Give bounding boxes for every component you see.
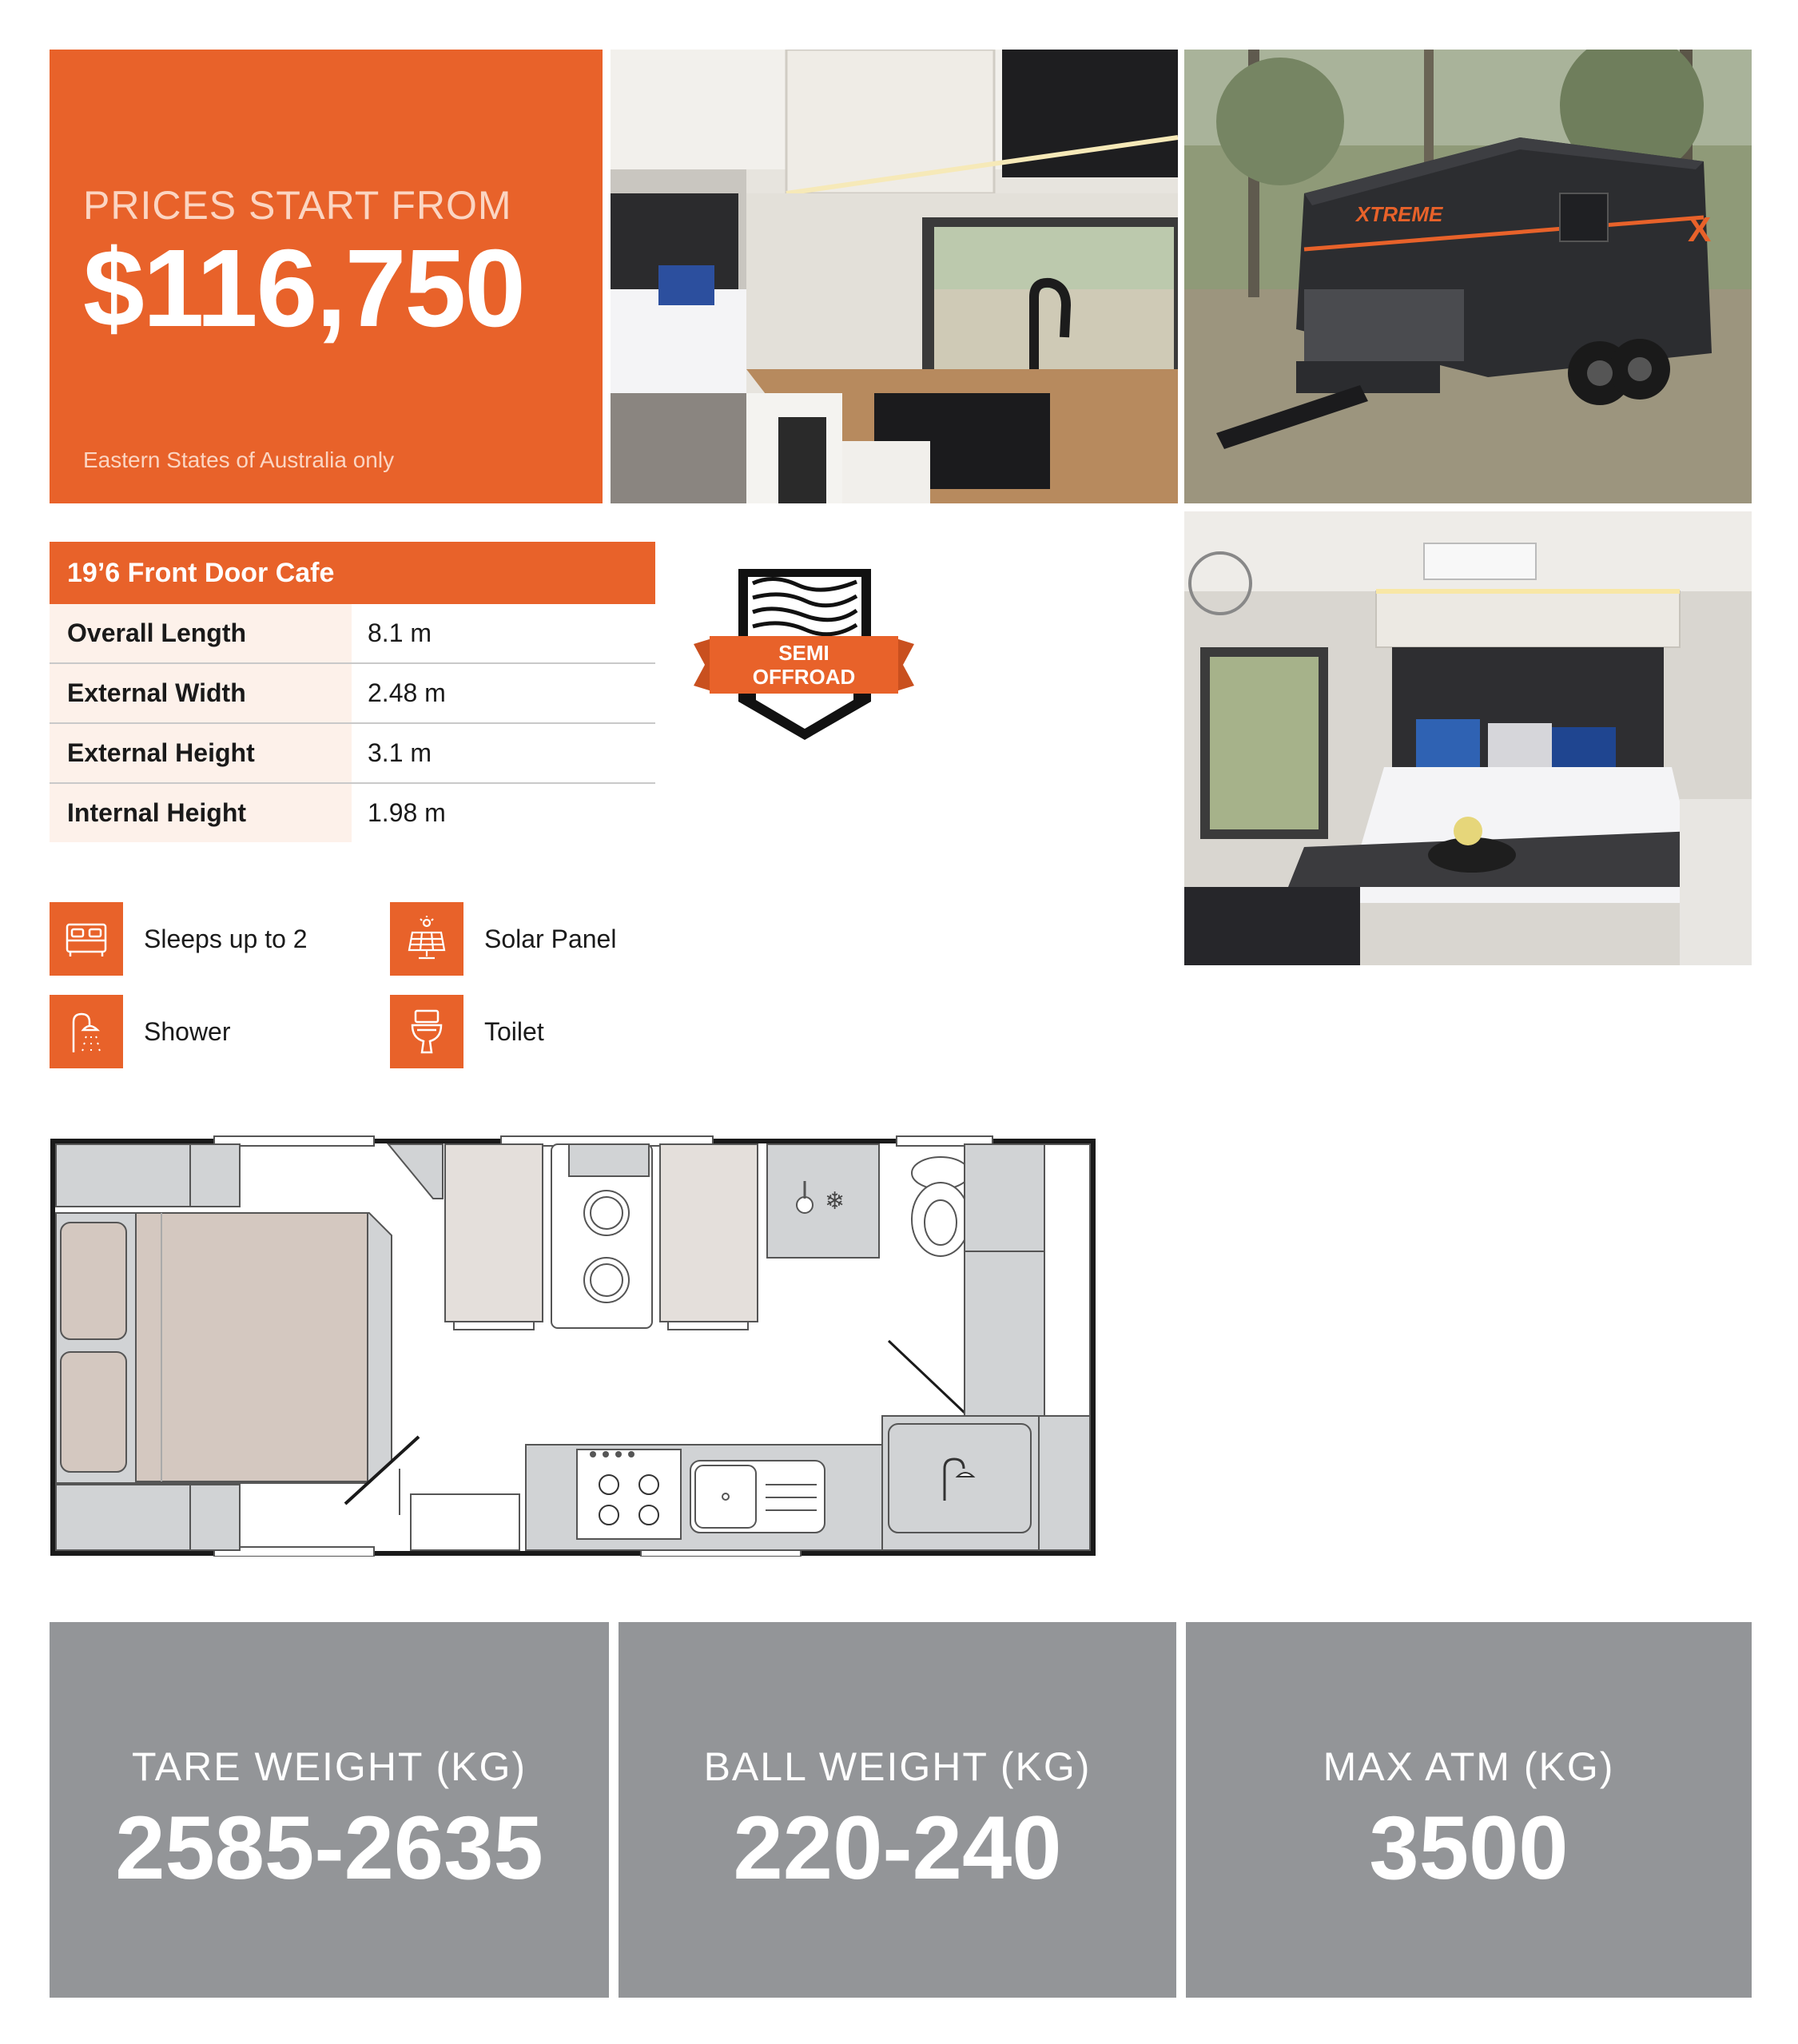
- spec-value: 3.1 m: [368, 738, 432, 767]
- bed-icon: [50, 902, 123, 976]
- weight-label: TARE WEIGHT (KG): [131, 1744, 527, 1789]
- price-note: Eastern States of Australia only: [83, 447, 395, 472]
- solar-panel-icon: [390, 902, 463, 976]
- exterior-photo: [1184, 50, 1752, 503]
- ball-weight-panel: [619, 1622, 1176, 1998]
- svg-text:❄: ❄: [825, 1187, 845, 1215]
- weight-value: 2585-2635: [115, 1798, 543, 1898]
- spec-value: 1.98 m: [368, 798, 446, 827]
- spec-row: [50, 604, 655, 664]
- spec-value: 2.48 m: [368, 678, 446, 707]
- badge-line2: OFFROAD: [752, 665, 856, 689]
- feature-label: Shower: [144, 1016, 231, 1046]
- shower-icon: [50, 995, 123, 1068]
- badge-line1: SEMI: [778, 641, 829, 665]
- weight-label: BALL WEIGHT (KG): [703, 1744, 1092, 1789]
- spec-label: Internal Height: [50, 784, 352, 842]
- specs-table: [50, 542, 655, 842]
- price-value: $116,750: [83, 227, 524, 350]
- tare-weight-panel: [50, 1622, 609, 1998]
- spec-row: [50, 664, 655, 724]
- spec-label: External Width: [50, 664, 352, 722]
- price-kicker: PRICES START FROM: [83, 183, 512, 228]
- price-panel: [50, 50, 603, 503]
- spec-label: External Height: [50, 724, 352, 782]
- feature-label: Toilet: [484, 1016, 544, 1046]
- semi-offroad-badge: [694, 566, 914, 743]
- feature-sleeps: [50, 902, 308, 976]
- kitchen-photo: [611, 50, 1178, 503]
- toilet-icon: [390, 995, 463, 1068]
- spec-row: [50, 724, 655, 784]
- feature-solar: [390, 902, 616, 976]
- spec-row: [50, 784, 655, 842]
- floor-plan: [50, 1133, 1098, 1557]
- feature-label: Sleeps up to 2: [144, 924, 308, 953]
- svg-text:XTREME: XTREME: [1356, 202, 1443, 226]
- specs-title: 19’6 Front Door Cafe: [50, 542, 655, 604]
- feature-shower: [50, 995, 231, 1068]
- bedroom-photo: [1184, 511, 1752, 965]
- feature-toilet: [390, 995, 544, 1068]
- feature-label: Solar Panel: [484, 924, 617, 953]
- spec-value: 8.1 m: [368, 618, 432, 647]
- weight-value: 3500: [1369, 1798, 1569, 1898]
- max-atm-panel: [1186, 1622, 1752, 1998]
- spec-label: Overall Length: [50, 604, 352, 662]
- weight-label: MAX ATM (KG): [1323, 1744, 1615, 1789]
- svg-text:X: X: [1688, 210, 1712, 249]
- weight-value: 220-240: [733, 1798, 1062, 1898]
